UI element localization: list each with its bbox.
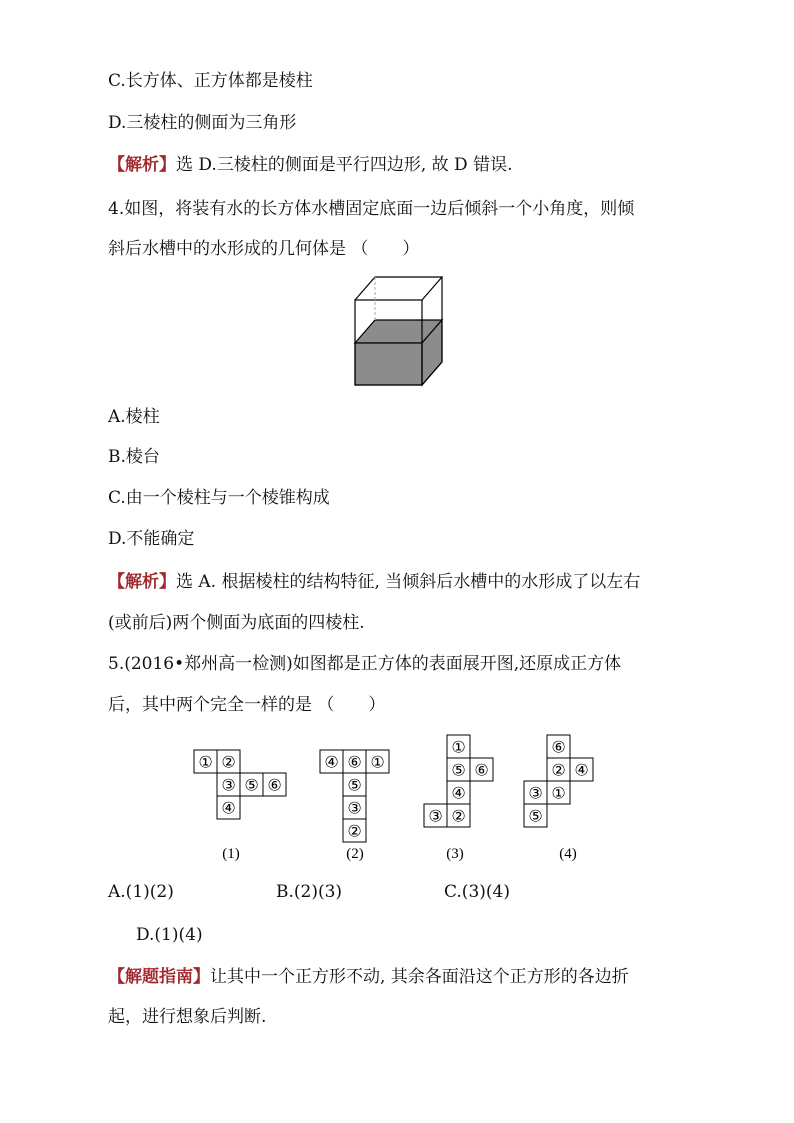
net-cell-number: ⑤ xyxy=(528,806,543,826)
net-cell-number: ② xyxy=(347,821,362,841)
net-cell-number: ④ xyxy=(451,783,466,803)
net-cell-number: ④ xyxy=(221,798,236,818)
analysis-tag: 【解析】 xyxy=(108,572,176,592)
net-cell-number: ② xyxy=(221,752,236,772)
net-cell-number: ③ xyxy=(528,783,543,803)
net-cell-number: ⑤ xyxy=(347,775,362,795)
q4-stem-line2: 斜后水槽中的水形成的几何体是 （ ） xyxy=(108,239,420,259)
net-cell-number: ③ xyxy=(347,798,362,818)
net-cell-number: ⑥ xyxy=(474,760,489,780)
q3-option-d: D.三棱柱的侧面为三角形 xyxy=(108,113,297,133)
net-cell-number: ③ xyxy=(428,806,443,826)
q5-hint-line1 xyxy=(108,966,629,988)
q4-analysis-line2: (或前后)两个侧面为底面的四棱柱. xyxy=(108,613,365,633)
net-cell-number: ⑤ xyxy=(451,760,466,780)
net-cell-number: ① xyxy=(551,783,566,803)
q5-hint-line2: 起，进行想象后判断. xyxy=(108,1007,267,1027)
analysis-tag: 【解析】 xyxy=(108,155,176,175)
net-cell-number: ① xyxy=(370,752,385,772)
q4-option-b: B.棱台 xyxy=(108,447,160,467)
q4-option-d: D.不能确定 xyxy=(108,529,195,549)
cube-net-1 xyxy=(194,750,286,862)
q4-option-c: C.由一个棱柱与一个棱锥构成 xyxy=(108,488,330,508)
q5-options xyxy=(108,882,708,906)
analysis-text: 选 D.三棱柱的侧面是平行四边形, 故 D 错误. xyxy=(176,155,513,175)
net-label: (4) xyxy=(559,846,577,862)
net-cell-number: ④ xyxy=(574,760,589,780)
q5-option-d: D.(1)(4) xyxy=(136,925,203,945)
cube-net-3 xyxy=(424,735,493,862)
cube-net-2 xyxy=(320,750,389,862)
analysis-text: 选 A. 根据棱柱的结构特征, 当倾斜后水槽中的水形成了以左右 xyxy=(176,572,641,592)
hint-text: 让其中一个正方形不动, 其余各面沿这个正方形的各边折 xyxy=(210,967,629,987)
net-cell-number: ⑥ xyxy=(267,775,282,795)
q5-option-a: A.(1)(2) xyxy=(108,882,174,902)
net-label: (2) xyxy=(346,846,364,862)
cube-net-4 xyxy=(524,735,593,862)
net-cell-number: ⑥ xyxy=(551,737,566,757)
net-label: (1) xyxy=(222,846,240,862)
net-cell-number: ③ xyxy=(221,775,236,795)
q5-option-c: C.(3)(4) xyxy=(444,882,510,902)
net-cell-number: ④ xyxy=(324,752,339,772)
net-cell-number: ② xyxy=(451,806,466,826)
q5-stem-line1: 5.(2016•郑州高一检测)如图都是正方体的表面展开图,还原成正方体 xyxy=(108,654,622,674)
net-cell-number: ⑤ xyxy=(244,775,259,795)
q5-option-b: B.(2)(3) xyxy=(276,882,343,902)
q5-stem-line2: 后，其中两个完全一样的是 （ ） xyxy=(108,695,386,715)
net-cell-number: ① xyxy=(198,752,213,772)
q4-option-a: A.棱柱 xyxy=(108,407,160,427)
hint-tag: 【解题指南】 xyxy=(108,967,210,987)
net-cell-number: ② xyxy=(551,760,566,780)
q4-stem-line1: 4.如图，将装有水的长方体水槽固定底面一边后倾斜一个小角度，则倾 xyxy=(108,199,635,219)
net-cell-number: ① xyxy=(451,737,466,757)
q3-option-c: C.长方体、正方体都是棱柱 xyxy=(108,71,313,91)
net-label: (3) xyxy=(446,846,464,862)
net-cell-number: ⑥ xyxy=(347,752,362,772)
